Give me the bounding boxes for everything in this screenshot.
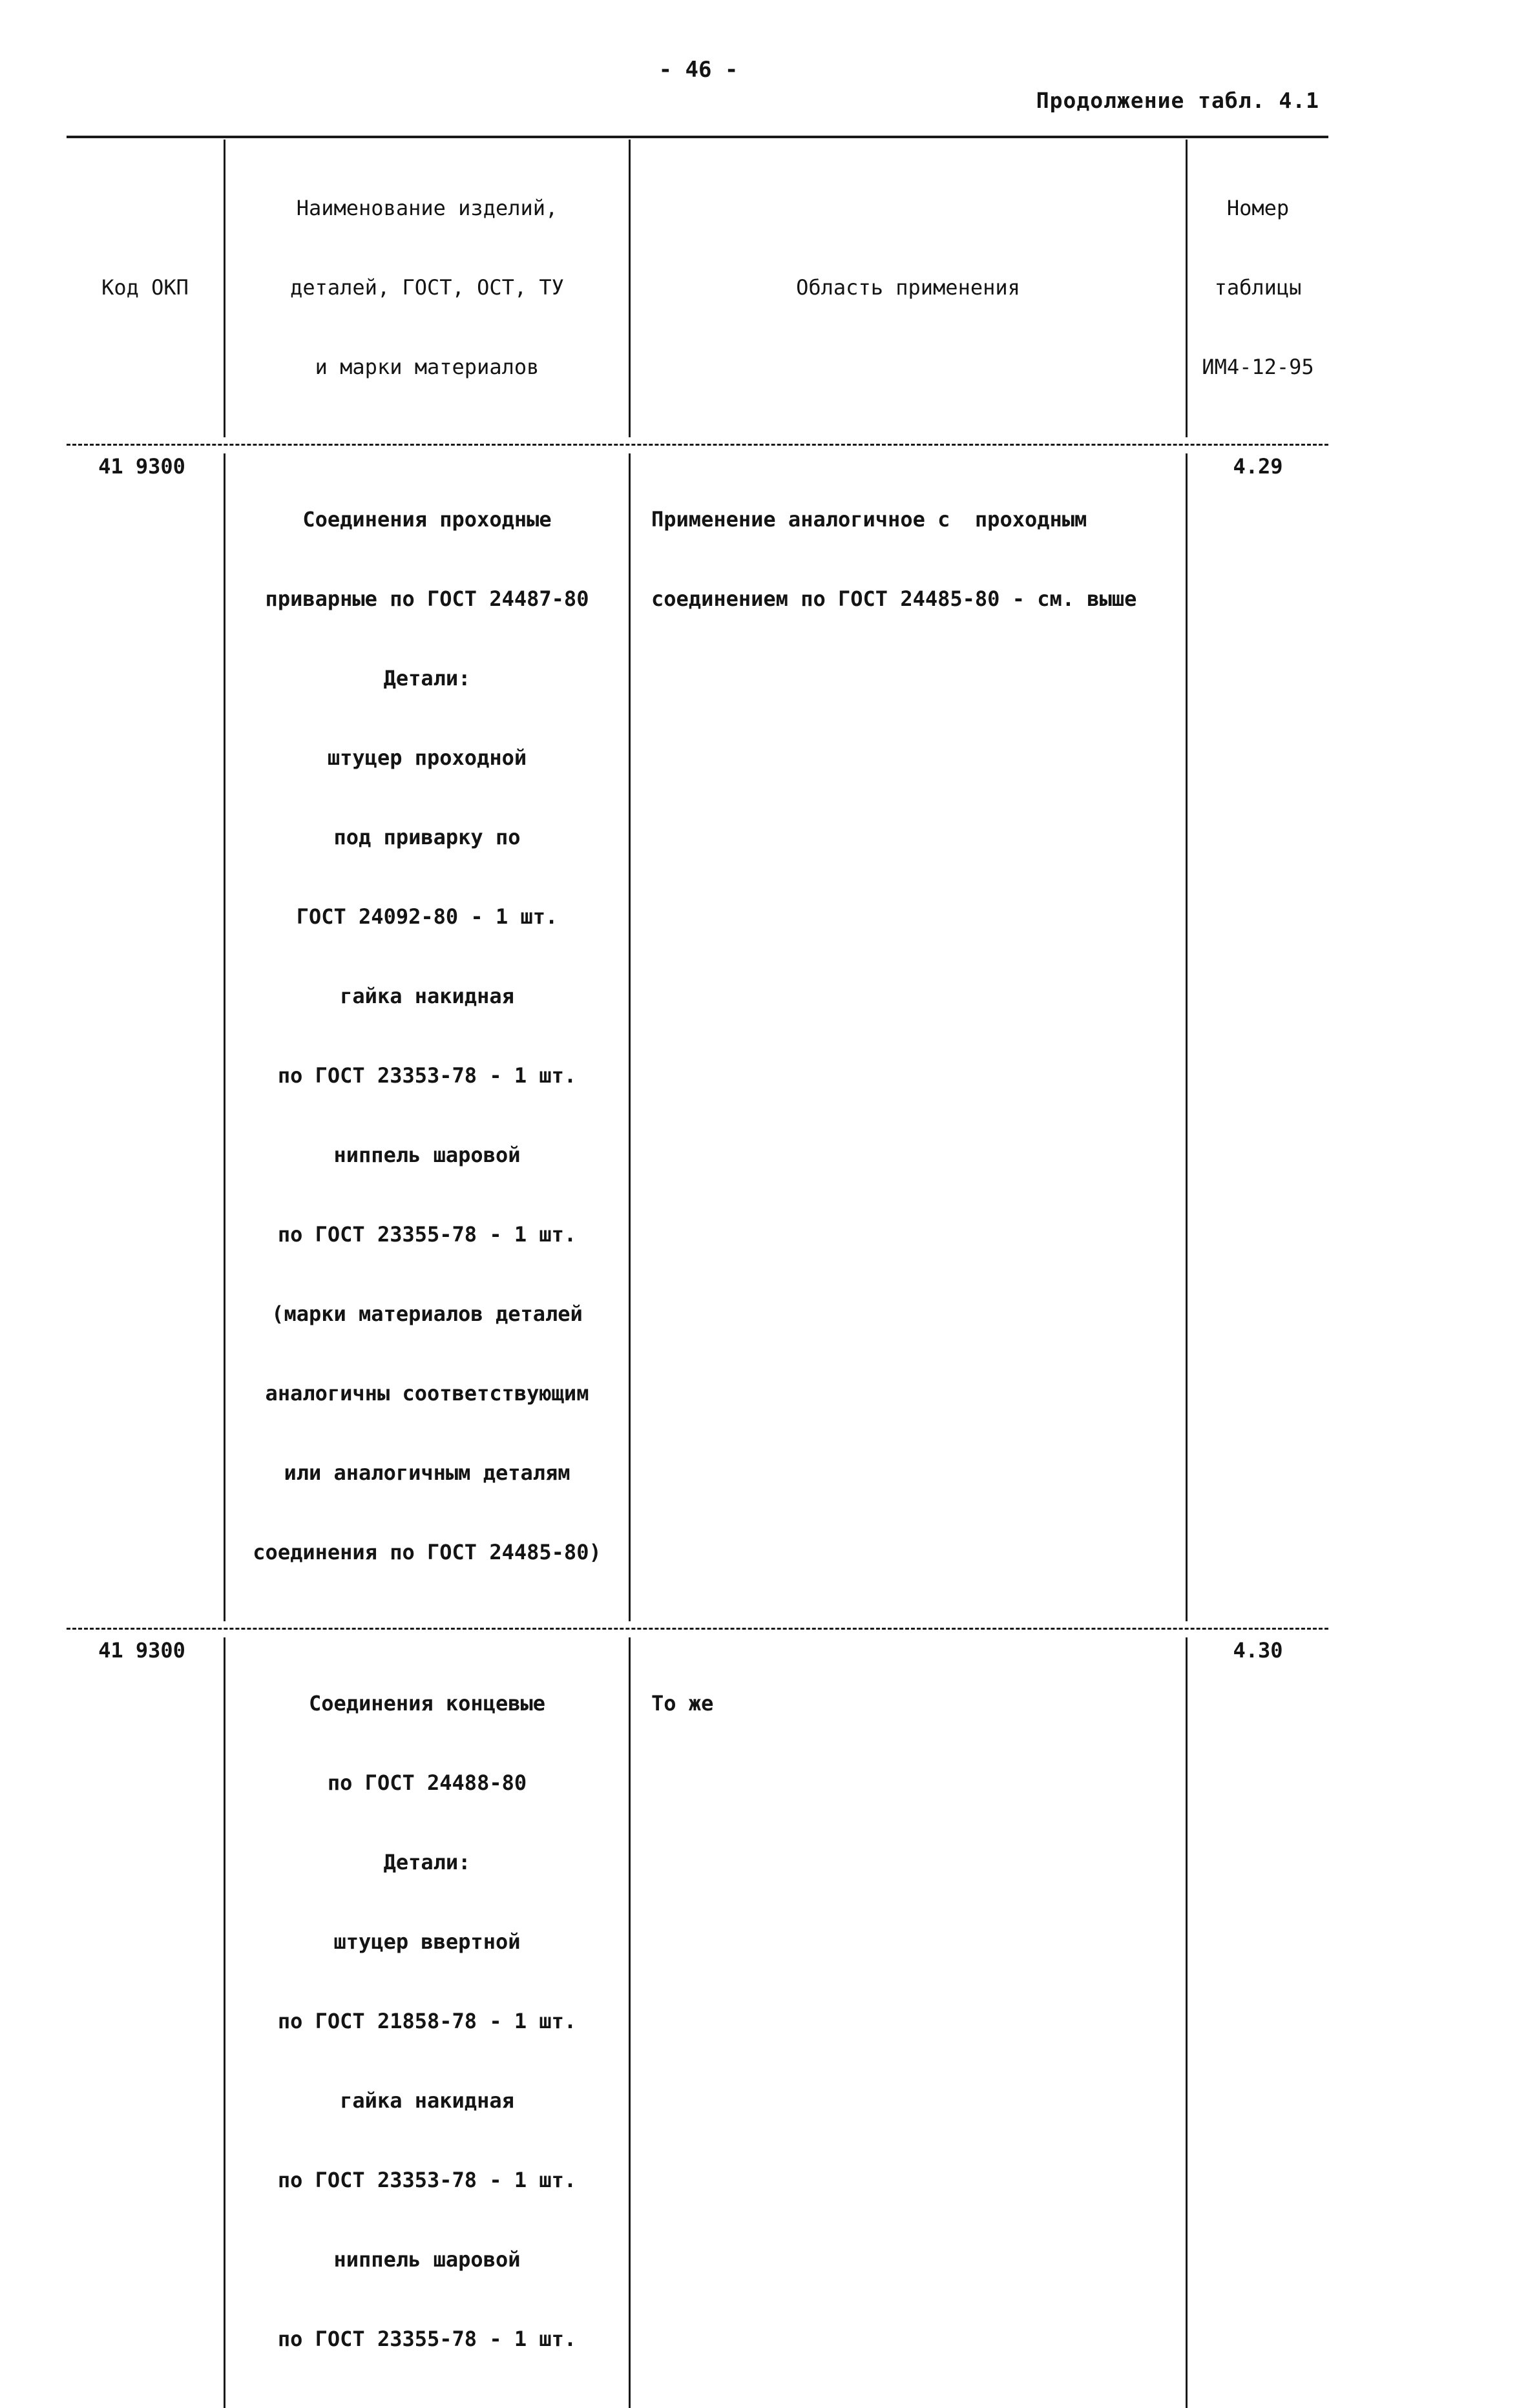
name-line: по ГОСТ 23355-78 - 1 шт. [277, 2327, 577, 2351]
okp-table [67, 140, 1328, 2408]
application-line: соединением по ГОСТ 24485-80 - см. выше [651, 586, 1137, 611]
page-number: - 46 - [658, 57, 738, 83]
cell-name [224, 453, 629, 1621]
name-line: по ГОСТ 23353-78 - 1 шт. [277, 1063, 577, 1088]
table-row [67, 1637, 1328, 2408]
table-header-row [67, 140, 1328, 437]
header-name [224, 140, 629, 437]
application-line: То же [651, 1691, 714, 1716]
name-line: аналогичны соответствующим [265, 1381, 589, 1406]
cell-application [629, 453, 1186, 1621]
name-line: соединения по ГОСТ 24485-80) [253, 1540, 602, 1564]
name-line: по ГОСТ 23353-78 - 1 шт. [277, 2168, 577, 2192]
name-line: или аналогичным деталям [284, 1460, 571, 1485]
name-line: Соединения проходные [302, 507, 552, 532]
table-continuation-label: Продолжение табл. 4.1 [1036, 88, 1319, 113]
header-application [629, 140, 1186, 437]
cell-application [629, 1637, 1186, 2408]
name-line: по ГОСТ 23355-78 - 1 шт. [277, 1222, 577, 1247]
name-line: ниппель шаровой [333, 1143, 521, 1167]
name-line: Детали: [383, 1850, 471, 1874]
name-line: гайка накидная [340, 984, 514, 1008]
name-line: ниппель шаровой [333, 2247, 521, 2272]
cell-code: 41 9300 [98, 454, 185, 479]
cell-code: 41 9300 [98, 1638, 185, 1663]
name-line: гайка накидная [340, 2088, 514, 2113]
cell-table-number: 4.30 [1186, 1637, 1328, 2408]
header-application-label: Область применения [796, 275, 1020, 300]
name-line: по ГОСТ 21858-78 - 1 шт. [277, 2009, 577, 2033]
name-line: приварные по ГОСТ 24487-80 [265, 586, 589, 611]
header-table-number [1186, 140, 1328, 437]
header-name-line: Наименование изделий, [296, 196, 558, 220]
header-name-line: деталей, ГОСТ, ОСТ, ТУ [290, 275, 564, 300]
header-table-number-line: Номер [1226, 196, 1290, 220]
name-line: по ГОСТ 24488-80 [327, 1770, 527, 1795]
cell-name [224, 1637, 629, 2408]
header-code-label: Код ОКП [101, 275, 189, 300]
header-name-line: и марки материалов [315, 355, 539, 379]
name-line: (марки материалов деталей [271, 1302, 583, 1326]
header-table-number-line: ИМ4-12-95 [1202, 355, 1314, 379]
header-code [67, 140, 224, 437]
row-separator [67, 1628, 1328, 1630]
table-row [67, 453, 1328, 1621]
name-line: штуцер проходной [327, 745, 527, 770]
table-top-rule [67, 136, 1328, 138]
name-line: Детали: [383, 666, 471, 690]
name-line: штуцер ввертной [333, 1929, 521, 1954]
name-line: под приварку по [333, 825, 521, 849]
application-line: Применение аналогичное с проходным [651, 507, 1087, 532]
name-line: ГОСТ 24092-80 - 1 шт. [296, 904, 558, 929]
header-table-number-line: таблицы [1214, 275, 1302, 300]
cell-table-number: 4.29 [1186, 453, 1328, 1621]
row-separator [67, 444, 1328, 446]
name-line: Соединения концевые [308, 1691, 546, 1716]
